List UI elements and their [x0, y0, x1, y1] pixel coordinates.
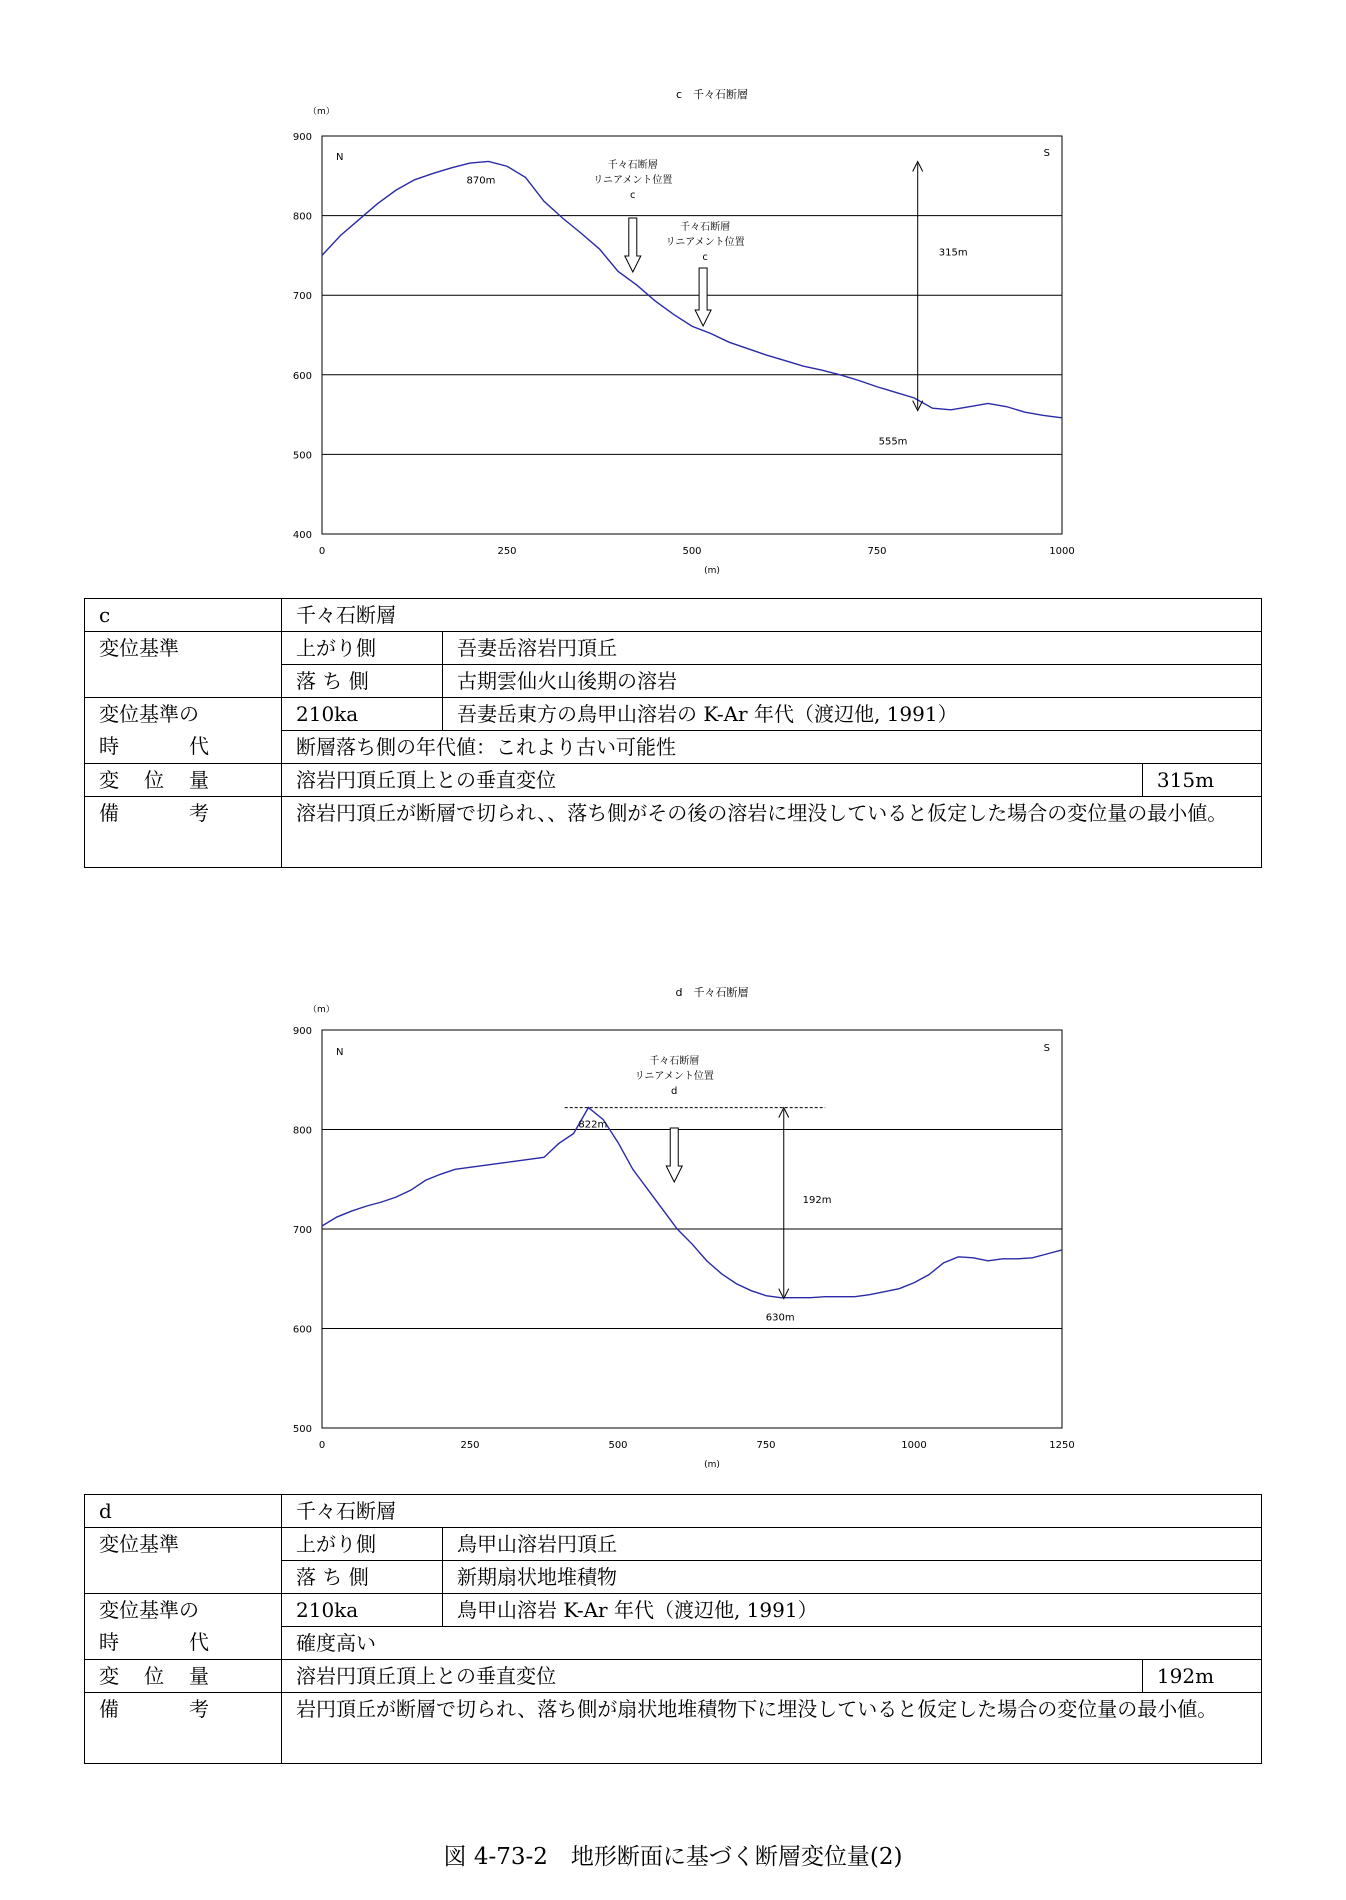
table-d-down-value: 新期扇状地堆積物 — [443, 1561, 1262, 1594]
table-c-age-label-b: 時 代 — [99, 734, 209, 758]
direction-label-north: N — [336, 1047, 344, 1058]
lineament-label: 千々石断層 — [607, 160, 658, 171]
chart-title: d 千々石断層 — [675, 986, 749, 999]
table-c-age-note: 断層落ち側の年代値：これより古い可能性 — [282, 731, 1262, 764]
lineament-arrow-1 — [666, 1128, 682, 1182]
table-d-remarks-label: 備 考 — [85, 1693, 282, 1764]
table-c — [84, 598, 1262, 868]
annotation-low: 630m — [765, 1312, 795, 1324]
y-tick-label: 400 — [292, 530, 312, 541]
y-tick-label: 700 — [292, 291, 312, 303]
x-tick-label: 0 — [318, 546, 326, 557]
y-tick-label: 800 — [292, 211, 312, 223]
direction-label-north: N — [336, 152, 344, 163]
y-tick-label: 600 — [292, 370, 312, 382]
table-c-remarks: 溶岩円頂丘が断層で切られ、、落ち側がその後の溶岩に埋没していると仮定した場合の変位量の最小値。 — [282, 797, 1262, 868]
table-d-remarks: 岩円頂丘が断層で切られ、落ち側が扇状地堆積物下に埋没していると仮定した場合の変位量の最小値。 — [282, 1693, 1262, 1764]
lineament-label: 千々石断層 — [649, 1056, 700, 1067]
x-tick-label: 500 — [608, 1440, 628, 1451]
table-d-basis-label: 変位基準 — [85, 1528, 282, 1594]
table-d-disp-value: 192m — [1142, 1660, 1261, 1693]
y-tick-label: 600 — [292, 1324, 312, 1336]
annotation-peak: 822m — [578, 1119, 608, 1131]
chart-c — [0, 0, 1346, 580]
y-tick-label: 700 — [292, 1225, 312, 1236]
direction-label-south: S — [1043, 1043, 1050, 1054]
table-c-down-value: 古期雲仙火山後期の溶岩 — [443, 665, 1262, 698]
x-axis-unit: (m) — [704, 1460, 720, 1470]
table-d — [84, 1494, 1262, 1764]
chart-title: c 千々石断層 — [675, 88, 749, 101]
lineament-label: c — [630, 190, 636, 201]
table-d-age-label — [85, 1594, 282, 1660]
table-c-remarks-label: 備 考 — [85, 797, 282, 868]
x-tick-label: 500 — [682, 546, 702, 557]
table-d-up-label: 上がり側 — [282, 1528, 443, 1561]
lineament-arrow-1 — [625, 218, 641, 272]
table-c-age-source: 吾妻岳東方の鳥甲山溶岩の K-Ar 年代（渡辺他, 1991） — [443, 698, 1262, 731]
lineament-label: リニアメント位置 — [593, 175, 673, 186]
table-c-id: c — [85, 599, 282, 632]
lineament-label: リニアメント位置 — [665, 237, 745, 248]
lineament-arrow-2 — [695, 268, 711, 326]
chart-c-container — [0, 0, 1346, 584]
table-c-age-label — [85, 698, 282, 764]
x-tick-label: 250 — [497, 546, 517, 557]
y-axis-unit: （m） — [308, 1005, 335, 1015]
table-c-disp-value: 315m — [1142, 764, 1261, 797]
y-tick-label: 900 — [292, 1026, 312, 1037]
profile-line — [322, 1108, 1062, 1298]
table-d-disp-label: 変 位 量 — [85, 1660, 282, 1693]
table-d-age-label-a: 変位基準の — [99, 1598, 199, 1622]
table-c-age-value: 210ka — [282, 698, 443, 731]
table-c-up-value: 吾妻岳溶岩円頂丘 — [443, 632, 1262, 665]
figure-caption: 図 4-73-2 地形断面に基づく断層変位量(2) — [443, 1844, 903, 1870]
chart-d-container — [0, 890, 1346, 1484]
table-d-age-value: 210ka — [282, 1594, 443, 1627]
table-d-age-label-b: 時 代 — [99, 1630, 209, 1654]
direction-label-south: S — [1043, 148, 1050, 159]
lineament-label: リニアメント位置 — [634, 1071, 714, 1082]
x-tick-label: 250 — [460, 1440, 480, 1451]
table-d-down-label: 落 ち 側 — [282, 1561, 443, 1594]
table-c-disp-desc: 溶岩円頂丘頂上との垂直変位 — [282, 764, 1143, 797]
x-tick-label: 750 — [756, 1440, 776, 1451]
table-d-fault: 千々石断層 — [282, 1495, 1262, 1528]
table-c-basis-label: 変位基準 — [85, 632, 282, 698]
table-d-id: d — [85, 1495, 282, 1528]
y-tick-label: 500 — [292, 1424, 312, 1435]
profile-line — [322, 161, 1062, 417]
annotation-low: 555m — [878, 436, 908, 448]
x-axis-unit: (m) — [704, 566, 720, 576]
chart-d — [0, 890, 1346, 1480]
lineament-label: 千々石断層 — [680, 222, 731, 233]
lineament-label: c — [702, 252, 708, 263]
y-axis-unit: （m） — [308, 107, 335, 117]
x-tick-label: 0 — [318, 1440, 326, 1451]
plot-frame — [322, 136, 1062, 534]
table-d-age-source: 鳥甲山溶岩 K-Ar 年代（渡辺他, 1991） — [443, 1594, 1262, 1627]
table-c-age-label-a: 変位基準の — [99, 702, 199, 726]
table-d-age-note: 確度高い — [282, 1627, 1262, 1660]
table-d-disp-desc: 溶岩円頂丘頂上との垂直変位 — [282, 1660, 1143, 1693]
annotation-peak: 870m — [466, 175, 496, 187]
x-tick-label: 1250 — [1049, 1440, 1075, 1451]
annotation-displacement: 192m — [802, 1195, 832, 1207]
lineament-label: d — [671, 1086, 678, 1097]
table-c-disp-label: 変 位 量 — [85, 764, 282, 797]
table-d-up-value: 鳥甲山溶岩円頂丘 — [443, 1528, 1262, 1561]
x-tick-label: 750 — [867, 546, 887, 557]
table-c-down-label: 落 ち 側 — [282, 665, 443, 698]
y-tick-label: 800 — [292, 1125, 312, 1137]
y-tick-label: 500 — [292, 450, 312, 462]
table-c-fault: 千々石断層 — [282, 599, 1262, 632]
y-tick-label: 900 — [292, 132, 312, 143]
table-c-up-label: 上がり側 — [282, 632, 443, 665]
annotation-displacement: 315m — [938, 247, 968, 259]
x-tick-label: 1000 — [1049, 546, 1075, 557]
x-tick-label: 1000 — [901, 1440, 927, 1451]
